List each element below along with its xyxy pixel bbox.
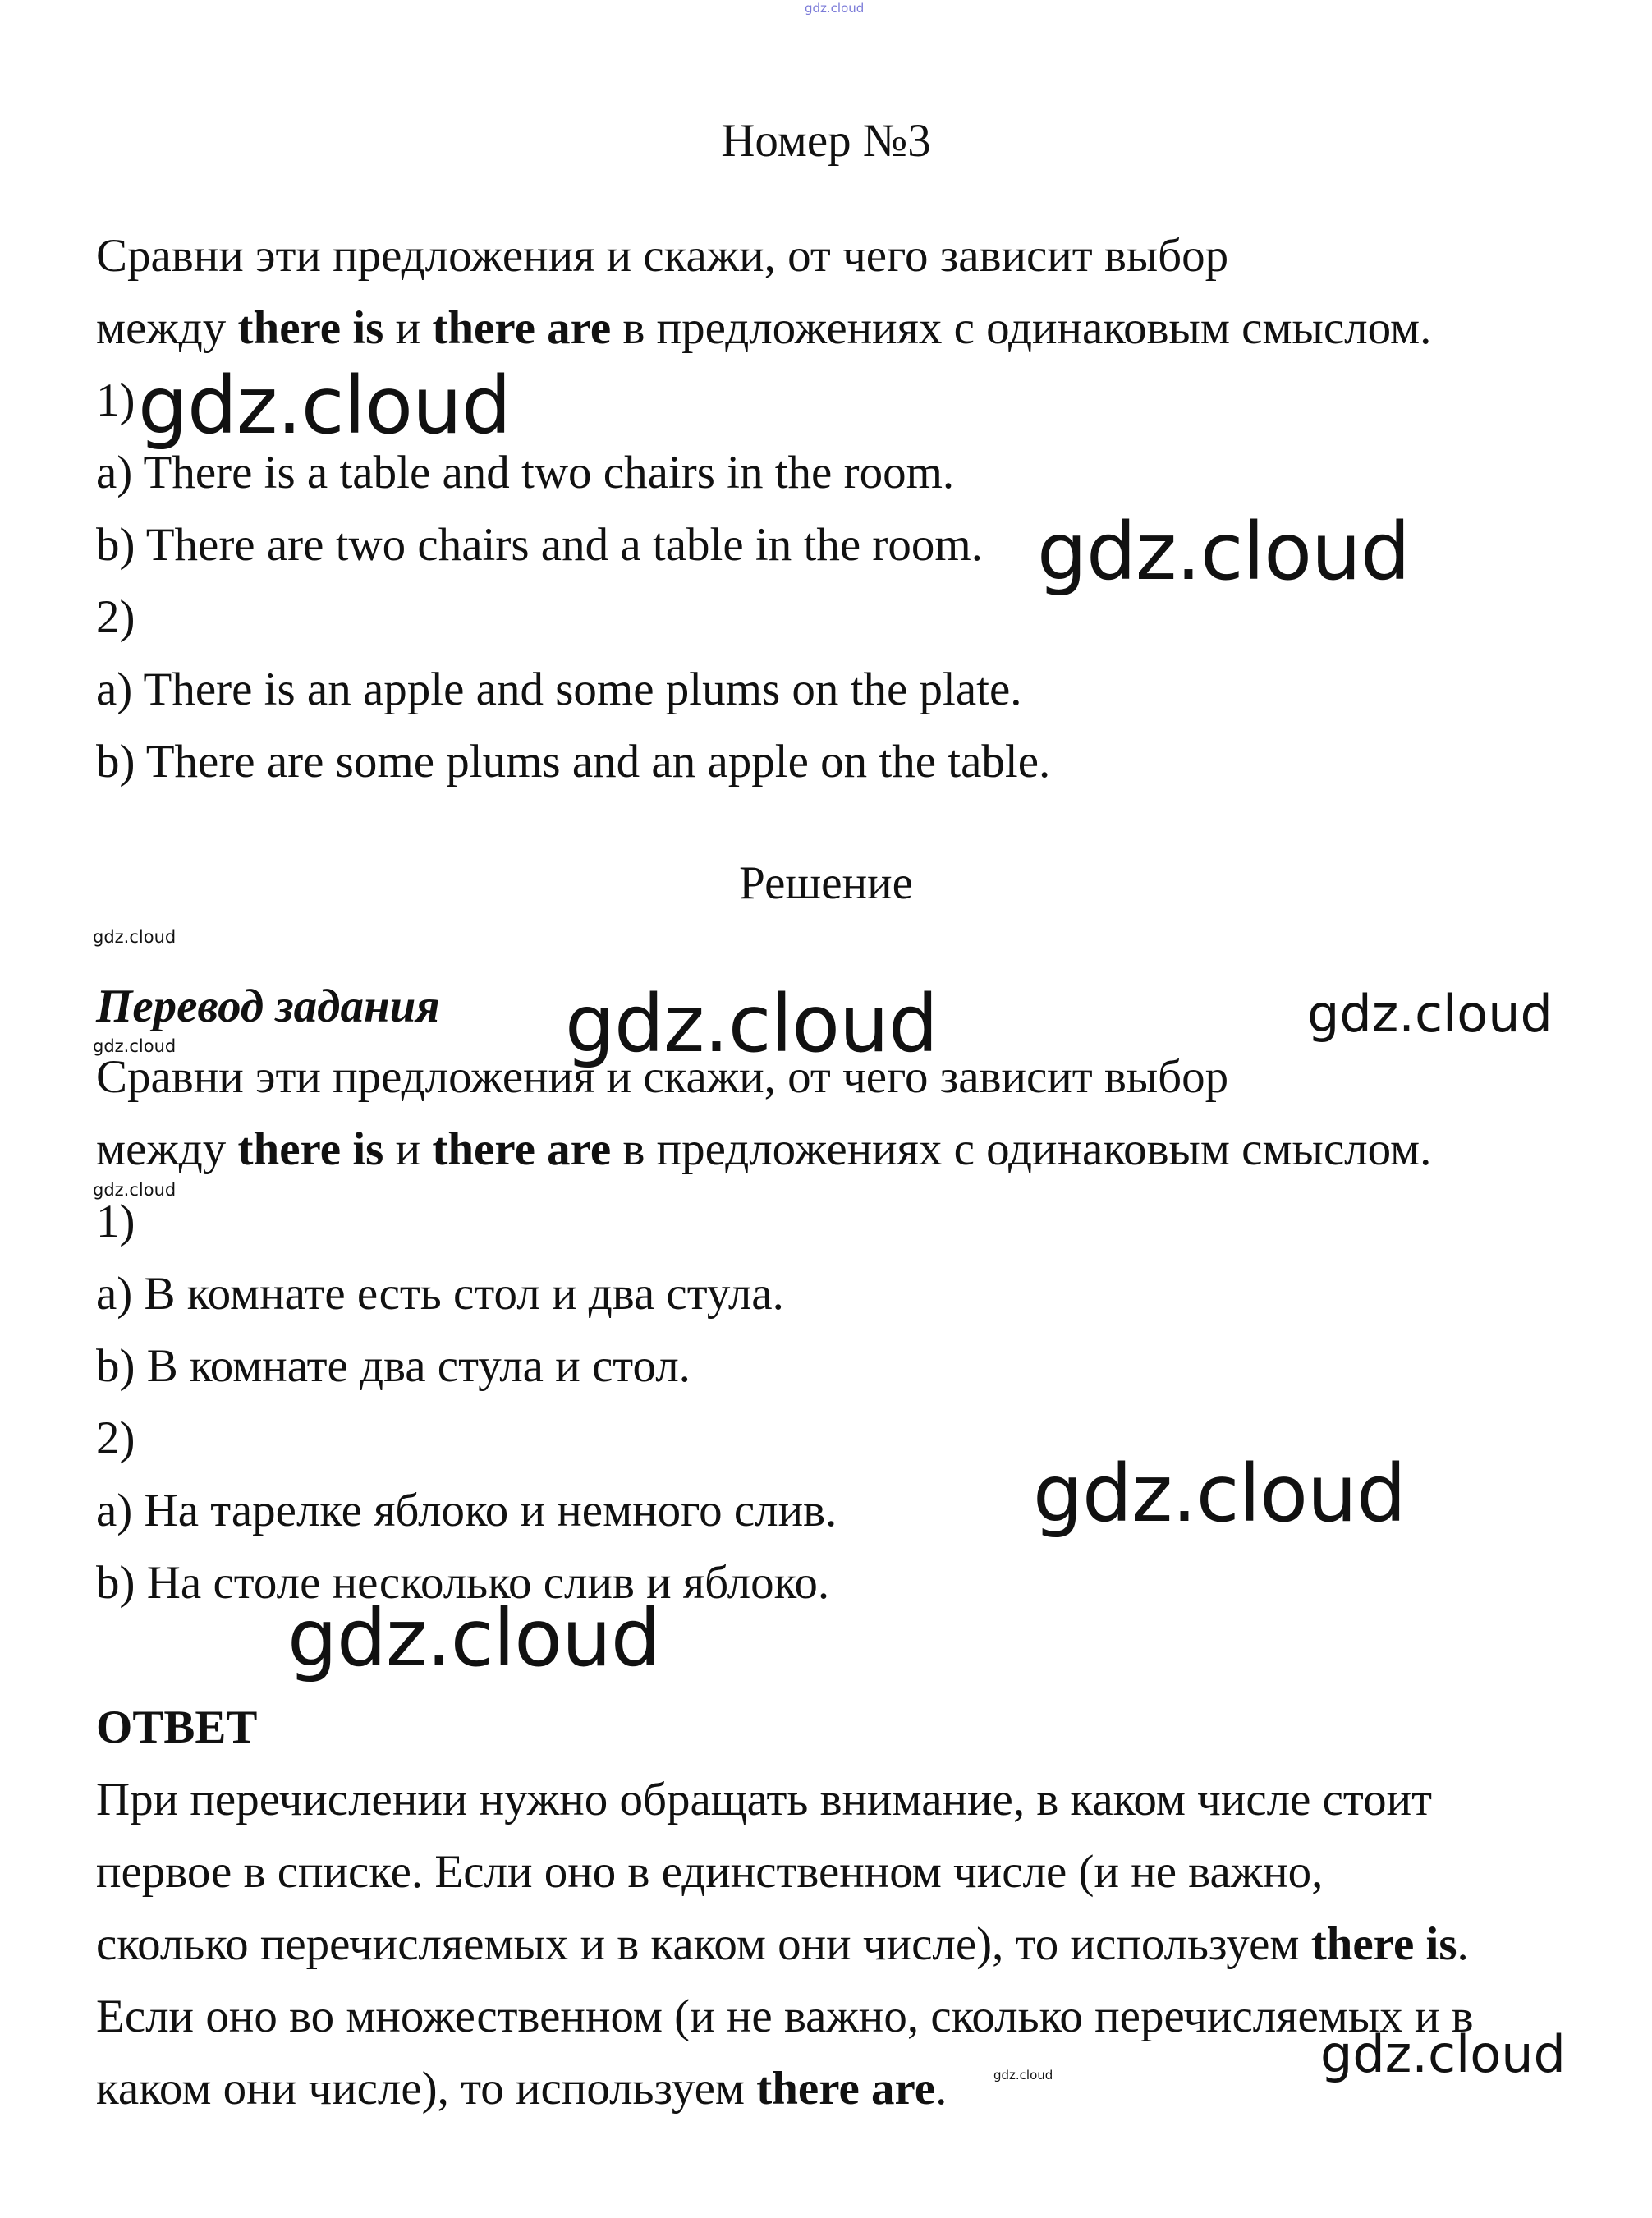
task-group-1-b: b) There are two chairs and a table in the room. xyxy=(96,519,983,571)
watermark-top: gdz.cloud xyxy=(805,1,865,16)
answer-line-1: При перечислении нужно обращать внимание, в каком числе стоит xyxy=(96,1774,1433,1825)
task-line-2-middle: и xyxy=(383,302,433,354)
answer-line-5-after: . xyxy=(935,2063,948,2115)
answer-line-2: первое в списке. Если оно в единственном числе (и не важно, xyxy=(96,1846,1324,1898)
answer-line-5 xyxy=(96,2062,947,2116)
watermark-small-1: gdz.cloud xyxy=(93,927,177,947)
task-group-1-a: a) There is a table and two chairs in the room. xyxy=(96,447,955,498)
watermark-small-2: gdz.cloud xyxy=(93,1036,177,1056)
translation-group-1-b: b) В комнате два стула и стол. xyxy=(96,1340,691,1392)
task-term-there-are: there are xyxy=(432,302,612,354)
watermark-2: gdz.cloud xyxy=(1037,506,1410,598)
watermark-3: gdz.cloud xyxy=(565,978,938,1070)
answer-term-there-are: there are xyxy=(756,2063,936,2115)
answer-line-3 xyxy=(96,1917,1469,1972)
task-group-2-b: b) There are some plums and an apple on the table. xyxy=(96,736,1051,788)
task-line-2-before: между xyxy=(96,302,238,354)
translation-group-1-label: 1) xyxy=(96,1196,135,1247)
translation-line-2 xyxy=(96,1123,1431,1177)
translation-group-2-b: b) На столе несколько слив и яблоко. xyxy=(96,1557,830,1609)
task-group-1-label: 1) xyxy=(96,374,135,426)
translation-group-1-a: a) В комнате есть стол и два стула. xyxy=(96,1268,784,1320)
answer-heading xyxy=(96,1701,257,1755)
answer-line-4: Если оно во множественном (и не важно, сколько перечисляемых и в xyxy=(96,1991,1474,2042)
page-title: Номер №3 xyxy=(721,115,931,167)
task-line-2 xyxy=(96,301,1431,356)
answer-line-3-before: сколько перечисляемых и в каком они числе), то используем xyxy=(96,1918,1311,1970)
task-line-2-after: в предложениях с одинаковым смыслом. xyxy=(611,302,1432,354)
watermark-5: gdz.cloud xyxy=(1033,1448,1406,1540)
translation-line-1: Сравни эти предложения и скажи, от чего зависит выбор xyxy=(96,1051,1229,1103)
task-line-1: Сравни эти предложения и скажи, от чего зависит выбор xyxy=(96,230,1229,282)
task-group-2-label: 2) xyxy=(96,591,135,643)
task-term-there-is: there is xyxy=(237,302,384,354)
answer-term-there-is: there is xyxy=(1310,1918,1457,1970)
watermark-small-4: gdz.cloud xyxy=(993,2068,1053,2083)
watermark-7: gdz.cloud xyxy=(1320,2024,1566,2084)
translation-term-there-are: there are xyxy=(432,1123,612,1175)
task-group-2-a: a) There is an apple and some plums on the plate. xyxy=(96,664,1022,715)
watermark-4: gdz.cloud xyxy=(1307,984,1553,1044)
watermark-1: gdz.cloud xyxy=(138,360,511,452)
answer-line-3-after: . xyxy=(1457,1918,1469,1970)
translation-term-there-is: there is xyxy=(237,1123,384,1175)
watermark-small-3: gdz.cloud xyxy=(93,1180,177,1200)
translation-line-2-middle: и xyxy=(383,1123,433,1175)
solution-heading: Решение xyxy=(739,857,913,909)
answer-heading-text: ОТВЕТ xyxy=(96,1701,258,1753)
translation-group-2-label: 2) xyxy=(96,1412,135,1464)
answer-line-5-before: каком они числе), то используем xyxy=(96,2063,757,2115)
watermark-6: gdz.cloud xyxy=(287,1592,660,1684)
translation-heading: Перевод задания xyxy=(96,980,440,1032)
translation-line-2-after: в предложениях с одинаковым смыслом. xyxy=(611,1123,1432,1175)
translation-group-2-a: a) На тарелке яблоко и немного слив. xyxy=(96,1485,837,1536)
translation-line-2-before: между xyxy=(96,1123,238,1175)
